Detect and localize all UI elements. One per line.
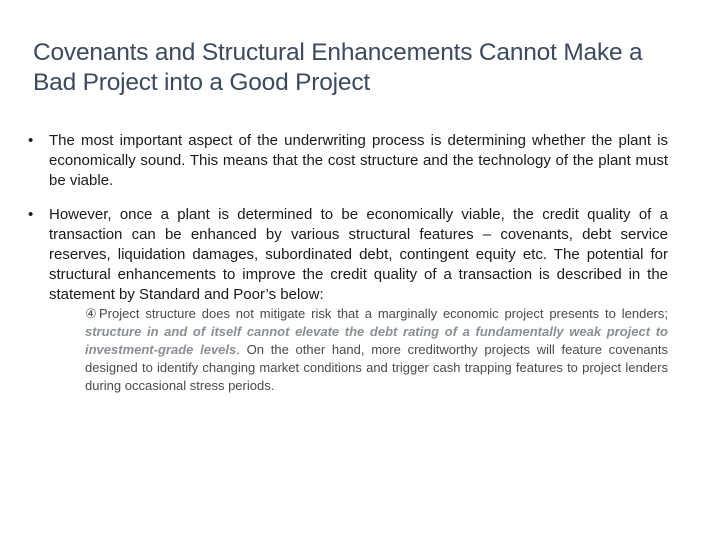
- bullet-item: [28, 131, 668, 191]
- sub-bullet-emphasis: structure in and of itself cannot elevate the debt rating of a fundamentally weak project to investment-grade levels: [85, 324, 668, 357]
- slide-title: Covenants and Structural Enhancements Cannot Make a Bad Project into a Good Project: [33, 39, 643, 96]
- sub-bullet-text-before: Project structure does not mitigate risk that a marginally economic project presents to lenders;: [99, 306, 668, 321]
- bullet-marker: •: [28, 206, 34, 223]
- sub-bullet-item: [85, 305, 668, 395]
- sub-bullet-marker-icon: ④: [85, 306, 97, 321]
- bullet-text: The most important aspect of the underwriting process is determining whether the plant is economically sound. This means that the cost structure and the technology of the plant must be viable.: [49, 132, 668, 189]
- sub-bullet-text-after: . On the other hand, more creditworthy projects will feature covenants designed to identify changing market conditions and trigger cash trapping features to project lenders during occasional stress periods.: [85, 342, 668, 393]
- bullet-list: [28, 131, 668, 395]
- bullet-text: However, once a plant is determined to be economically viable, the credit quality of a transaction can be enhanced by various structural features – covenants, debt service reserves, liquidation damages, subordinated debt, contingent equity etc. The potential for structural enhancements to improve the credit quality of a transaction is described in the statement by Standard and Poor’s below:: [49, 206, 668, 303]
- bullet-item: [28, 205, 668, 305]
- bullet-marker: •: [28, 132, 34, 149]
